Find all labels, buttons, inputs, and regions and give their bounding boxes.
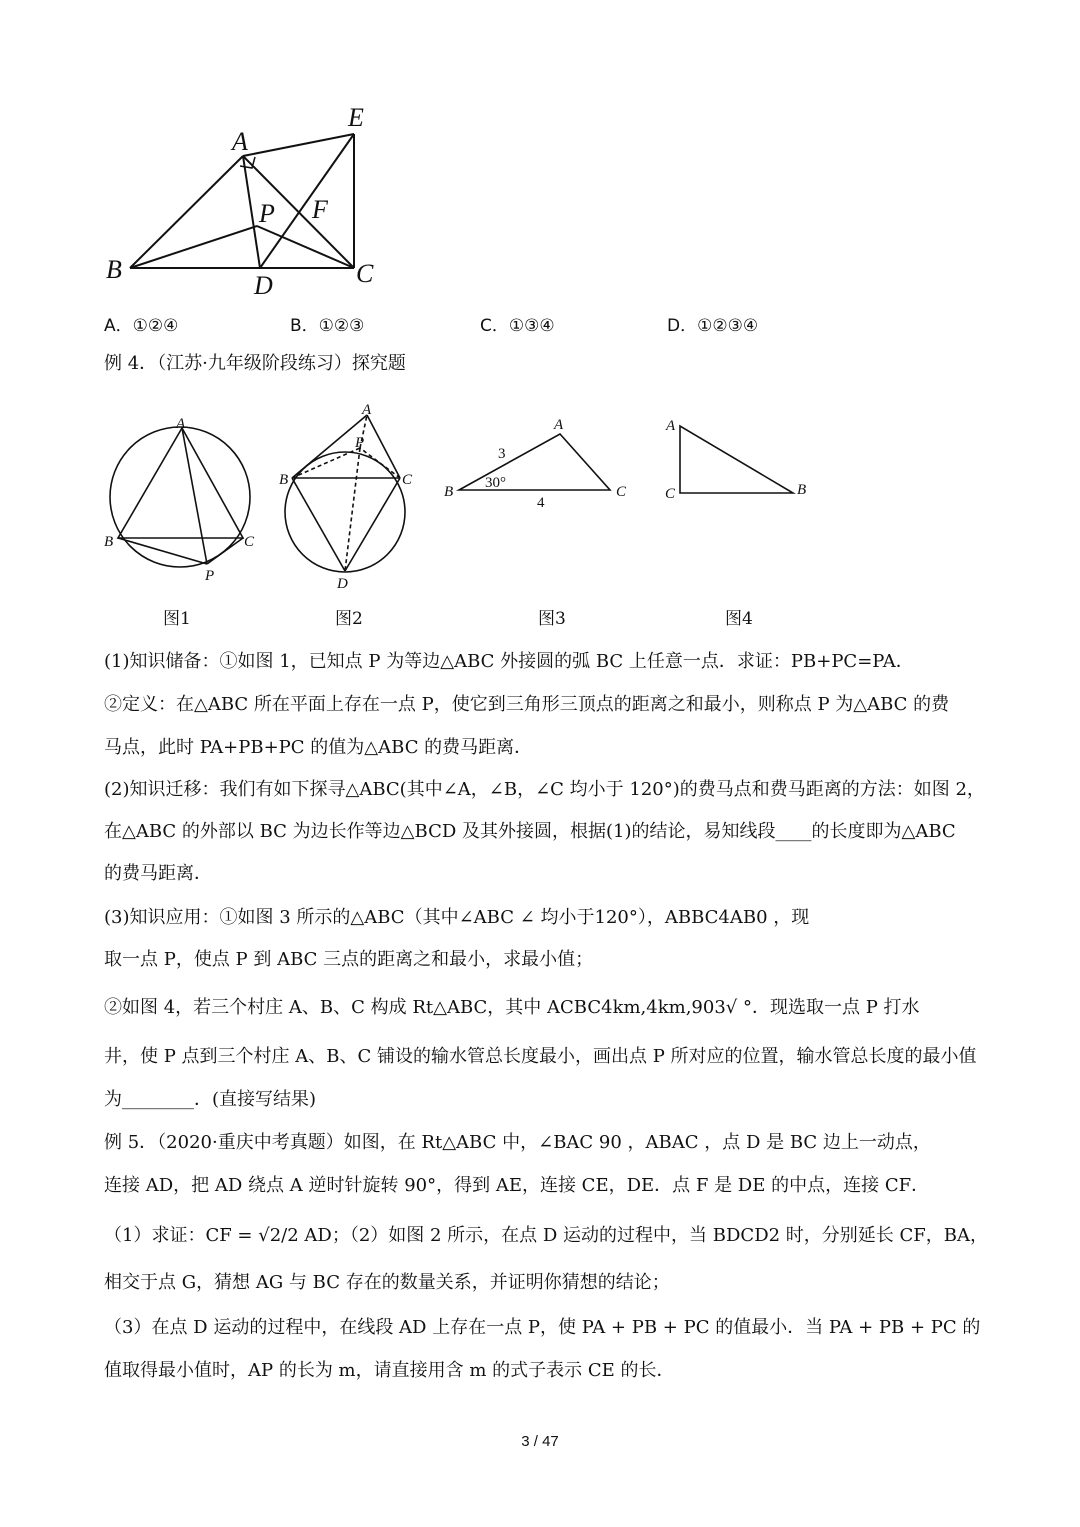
- example4-title: 例 4．（江苏·九年级阶段练习）探究题: [104, 353, 406, 374]
- fig4-caption: 图4: [725, 609, 753, 629]
- fig3-label-C: C: [616, 484, 627, 500]
- option-a: A．①②④: [104, 316, 179, 336]
- fig2-label-P: P: [355, 435, 365, 451]
- text-line: 马点，此时 PA+PB+PC 的值为△ABC 的费马距离．: [104, 737, 533, 758]
- figure-3: [459, 434, 610, 490]
- fig3-angle: 30°: [485, 475, 506, 491]
- text-line: 井，使 P 点到三个村庄 A、B、C 铺设的输水管总长度最小，画出点 P 所对应的位置，输水管总长度的最小值: [104, 1046, 977, 1067]
- fig4-label-A: A: [666, 418, 676, 434]
- fig3-caption: 图3: [538, 609, 566, 629]
- text-line: 连接 AD，把 AD 绕点 A 逆时针旋转 90°，得到 AE，连接 CE，DE．点 F 是 DE 的中点，连接 CF．: [104, 1175, 930, 1196]
- fig3-side: 3: [498, 446, 506, 462]
- label-C: C: [356, 259, 374, 288]
- fig1-label-C: C: [244, 534, 255, 550]
- option-b: B．①②③: [290, 316, 365, 336]
- figure-1: [110, 427, 250, 567]
- page-number: 3 / 47: [521, 1433, 559, 1450]
- text-line: （1）求证：CF = √2/2 AD；（2）如图 2 所示，在点 D 运动的过程中，当 BDCD2 时，分别延长 CF，BA，: [104, 1225, 989, 1246]
- fig2-label-D: D: [337, 576, 348, 592]
- figure-top-labels: [106, 103, 374, 300]
- fig1-caption: 图1: [163, 609, 191, 629]
- text-line: 例 5．（2020·重庆中考真题）如图，在 Rt△ABC 中，∠BAC 90 ，ABAC ，点 D 是 BC 边上一动点，: [104, 1132, 931, 1153]
- fig1-label-B: B: [104, 534, 114, 550]
- fig3-label-B: B: [444, 484, 454, 500]
- text-line: 的费马距离．: [104, 863, 212, 884]
- option-d: D．①②③④: [667, 316, 759, 336]
- fig2-label-A: A: [362, 402, 372, 418]
- text-line: (2)知识迁移：我们有如下探寻△ABC(其中∠A，∠B，∠C 均小于 120°)的费马点和费马距离的方法：如图 2，: [104, 779, 985, 800]
- label-A: A: [232, 127, 248, 156]
- fig2-label-B: B: [279, 472, 289, 488]
- label-F: F: [312, 195, 328, 224]
- label-E: E: [348, 103, 364, 132]
- text-line: 值取得最小值时，AP 的长为 m，请直接用含 m 的式子表示 CE 的长．: [104, 1360, 675, 1381]
- text-line: (1)知识储备：①如图 1，已知点 P 为等边△ABC 外接圆的弧 BC 上任意一点．求证：PB+PC=PA．: [104, 651, 914, 672]
- text-line: 取一点 P，使点 P 到 ABC 三点的距离之和最小，求最小值；: [104, 949, 594, 970]
- text-line: ②如图 4，若三个村庄 A、B、C 构成 Rt△ABC，其中 ACBC4km,4km,903√ °．现选取一点 P 打水: [104, 997, 920, 1018]
- text-line: （3）在点 D 运动的过程中，在线段 AD 上存在一点 P，使 PA + PB + PC 的值最小．当 PA + PB + PC 的: [104, 1317, 981, 1338]
- text-line: (3)知识应用：①如图 3 所示的△ABC（其中∠ABC ∠ 均小于120°），ABBC4AB0 ，现: [104, 907, 810, 928]
- fig2-label-C: C: [402, 472, 413, 488]
- text-line: 相交于点 G，猜想 AG 与 BC 存在的数量关系，并证明你猜想的结论；: [104, 1272, 670, 1293]
- text-line: 为________．(直接写结果): [104, 1089, 317, 1110]
- fig3-base: 4: [537, 495, 545, 511]
- option-c: C．①③④: [480, 316, 555, 336]
- fig1-label-P: P: [205, 568, 215, 584]
- fig1-label-A: A: [176, 416, 186, 432]
- label-P: P: [259, 199, 275, 228]
- label-B: B: [106, 255, 122, 284]
- label-D: D: [254, 271, 273, 300]
- text-line: ②定义：在△ABC 所在平面上存在一点 P，使它到三角形三顶点的距离之和最小，则称点 P 为△ABC 的费: [104, 694, 950, 715]
- figure-4: [680, 426, 793, 493]
- fig4-label-B: B: [797, 482, 807, 498]
- figure-2: [285, 415, 405, 572]
- text-line: 在△ABC 的外部以 BC 为边长作等边△BCD 及其外接圆，根据(1)的结论，易知线段____的长度即为△ABC: [104, 821, 956, 842]
- fig3-label-A: A: [554, 417, 564, 433]
- fig4-label-C: C: [665, 486, 676, 502]
- fig2-caption: 图2: [335, 609, 363, 629]
